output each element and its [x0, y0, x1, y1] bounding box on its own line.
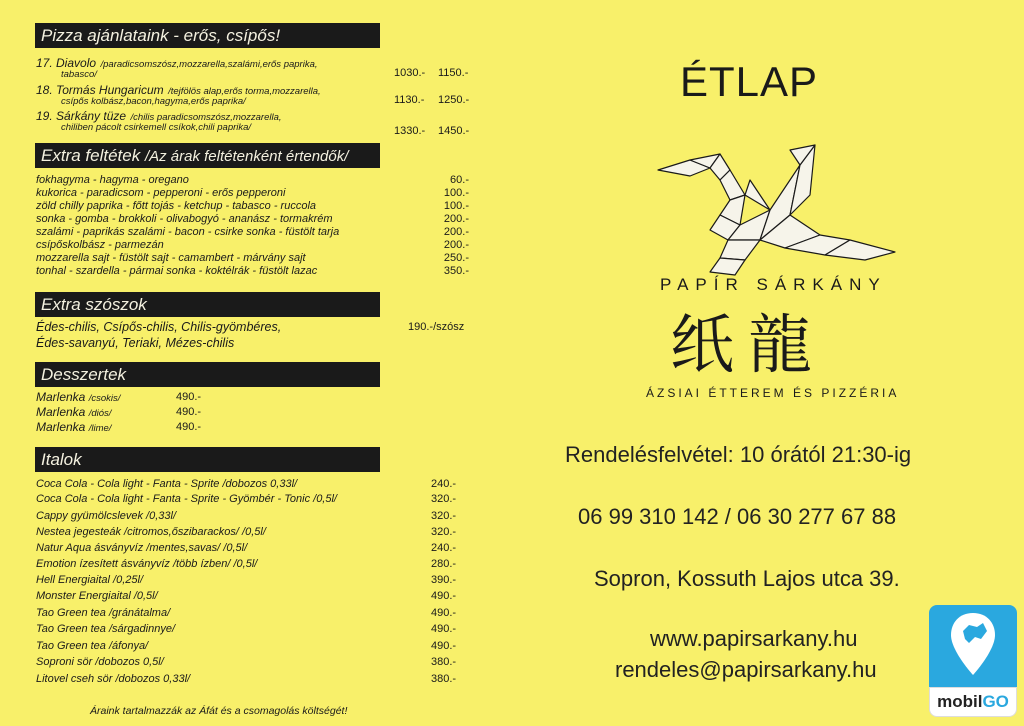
pizza-desc-cont: tabasco/ [61, 69, 97, 80]
pizza-desc-cont: csípős kolbász,bacon,hagyma,erős paprika/ [61, 96, 246, 107]
dessert-price: 490.- [176, 391, 202, 403]
desserts-section-header: Desszertek [35, 362, 380, 387]
brand-subtitle: ÁZSIAI ÉTTEREM ÉS PIZZÉRIA [646, 386, 900, 400]
dessert-price: 490.- [176, 406, 202, 418]
extra-item: szalámi - paprikás szalámi - bacon - csirke sonka - füstölt tarja [36, 226, 340, 238]
dessert-variant: /diós/ [88, 408, 112, 419]
menu-title: ÉTLAP [680, 58, 819, 105]
extra-price: 100.- [443, 187, 469, 199]
dessert-variant: /csokis/ [88, 393, 121, 404]
badge-label-prefix: mobil [937, 692, 983, 711]
extra-price: 350.- [443, 265, 469, 277]
drink-price: 240.- [431, 478, 457, 490]
address: Sopron, Kossuth Lajos utca 39. [594, 566, 900, 591]
extra-price: 200.- [443, 213, 469, 225]
brand-chinese-characters: 纸龍 [670, 309, 826, 383]
extra-price: 100.- [443, 200, 469, 212]
email-link[interactable]: rendeles@papirsarkany.hu [615, 657, 877, 682]
brand-name: PAPÍR SÁRKÁNY [660, 275, 887, 294]
drink-price: 490.- [431, 640, 457, 652]
pizza-price-large: 1450.- [438, 125, 470, 137]
ordering-hours: Rendelésfelvétel: 10 órától 21:30-ig [565, 442, 912, 467]
dessert-price: 490.- [176, 421, 202, 433]
drink-price: 320.- [431, 493, 457, 505]
extra-price: 200.- [443, 239, 469, 251]
pizza-desc-cont: chiliben pácolt csirkemell csíkok,chili paprika/ [61, 122, 252, 133]
drink-item: Hell Energiaital /0,25l/ [36, 574, 144, 586]
extra-item: sonka - gomba - brokkoli - olivabogyó - ananász - tormakrém [36, 213, 333, 225]
dessert-item [36, 406, 111, 421]
pizza-price-small: 1030.- [394, 67, 426, 79]
map-pin-icon [929, 605, 1017, 687]
sauce-list-line-2: Édes-savanyú, Teriaki, Mézes-chilis [36, 336, 235, 350]
dessert-item [36, 391, 120, 406]
drink-item: Natur Aqua ásványvíz /mentes,savas/ /0,5l/ [36, 542, 248, 554]
drink-price: 490.- [431, 590, 457, 602]
badge-label-suffix: GO [982, 692, 1009, 711]
pizza-price-small: 1330.- [394, 125, 426, 137]
drink-price: 240.- [431, 542, 457, 554]
drink-item: Litovel cseh sör /dobozos 0,33l/ [36, 673, 191, 685]
extra-item: fokhagyma - hagyma - oregano [36, 174, 189, 186]
dessert-name: Marlenka [36, 405, 86, 419]
badge-map-area [929, 605, 1017, 687]
drink-price: 390.- [431, 574, 457, 586]
extras-header-note: /Az árak feltétenként értendők/ [144, 148, 349, 165]
drinks-section-header: Italok [35, 447, 380, 472]
extra-item: zöld chilly paprika - főtt tojás - ketchup - tabasco - ruccola [36, 200, 317, 212]
drink-price: 280.- [431, 558, 457, 570]
dessert-name: Marlenka [36, 420, 86, 434]
pizza-price-small: 1130.- [394, 94, 425, 106]
dessert-item [36, 421, 111, 436]
extra-item: csípőskolbász - parmezán [36, 239, 164, 251]
mobilgo-badge[interactable] [929, 605, 1017, 717]
drink-item: Nestea jegesteák /citromos,őszibarackos/ /0,5l/ [36, 526, 266, 538]
drink-price: 380.- [431, 656, 457, 668]
price-footnote: Áraink tartalmazzák az Áfát és a csomagolás költségét! [90, 705, 348, 717]
drink-item: Cappy gyümölcslevek /0,33l/ [36, 510, 177, 522]
dessert-variant: /lime/ [88, 423, 112, 434]
pizza-desc: /tejfölös alap,erős torma,mozzarella, [168, 86, 321, 97]
phone-numbers: 06 99 310 142 / 06 30 277 67 88 [578, 504, 897, 529]
extra-item: kukorica - paradicsom - pepperoni - erős pepperoni [36, 187, 286, 199]
pizza-section-header: Pizza ajánlataink - erős, csípős! [35, 23, 380, 48]
badge-label [929, 687, 1017, 717]
extra-item: tonhal - szardella - pármai sonka - koktélrák - füstölt lazac [36, 265, 318, 277]
origami-dragon-logo [650, 140, 900, 280]
drink-item: Tao Green tea /áfonya/ [36, 640, 149, 652]
drink-price: 380.- [431, 673, 457, 685]
sauces-section-header: Extra szószok [35, 292, 380, 317]
extra-price: 60.- [450, 174, 469, 186]
drink-item: Soproni sör /dobozos 0,5l/ [36, 656, 164, 668]
drink-item: Coca Cola - Cola light - Fanta - Sprite /dobozos 0,33l/ [36, 478, 298, 490]
drink-item: Coca Cola - Cola light - Fanta - Sprite - Gyömbér - Tonic /0,5l/ [36, 493, 337, 505]
website-link[interactable]: www.papirsarkany.hu [650, 626, 858, 651]
pizza-name: 17. Diavolo [36, 56, 97, 70]
sauce-price: 190.-/szósz [408, 321, 465, 333]
drink-price: 490.- [431, 607, 457, 619]
dessert-name: Marlenka [36, 390, 86, 404]
drink-price: 490.- [431, 623, 457, 635]
drink-price: 320.- [431, 510, 457, 522]
extras-section-header [35, 143, 380, 168]
extras-header-title: Extra feltétek [41, 146, 141, 165]
drink-item: Tao Green tea /sárgadinnye/ [36, 623, 176, 635]
pizza-desc: /paradicsomszósz,mozzarella,szalámi,erős paprika, [100, 59, 318, 70]
pizza-price-large: 1250.- [438, 94, 470, 106]
drink-price: 320.- [431, 526, 457, 538]
sauce-list-line-1: Édes-chilis, Csípős-chilis, Chilis-gyömbéres, [36, 320, 282, 334]
pizza-name: 19. Sárkány tüze [36, 109, 127, 123]
pizza-name: 18. Tormás Hungaricum [36, 83, 164, 97]
extra-item: mozzarella sajt - füstölt sajt - camambert - márvány sajt [36, 252, 306, 264]
drink-item: Monster Energiaital /0,5l/ [36, 590, 158, 602]
extra-price: 200.- [443, 226, 469, 238]
drink-item: Emotion ízesített ásványvíz /több ízben/ /0,5l/ [36, 558, 258, 570]
pizza-price-large: 1150.- [438, 67, 469, 79]
drink-item: Tao Green tea /gránátalma/ [36, 607, 171, 619]
extra-price: 250.- [443, 252, 469, 264]
pizza-desc: /chilis paradicsomszósz,mozzarella, [130, 112, 282, 123]
